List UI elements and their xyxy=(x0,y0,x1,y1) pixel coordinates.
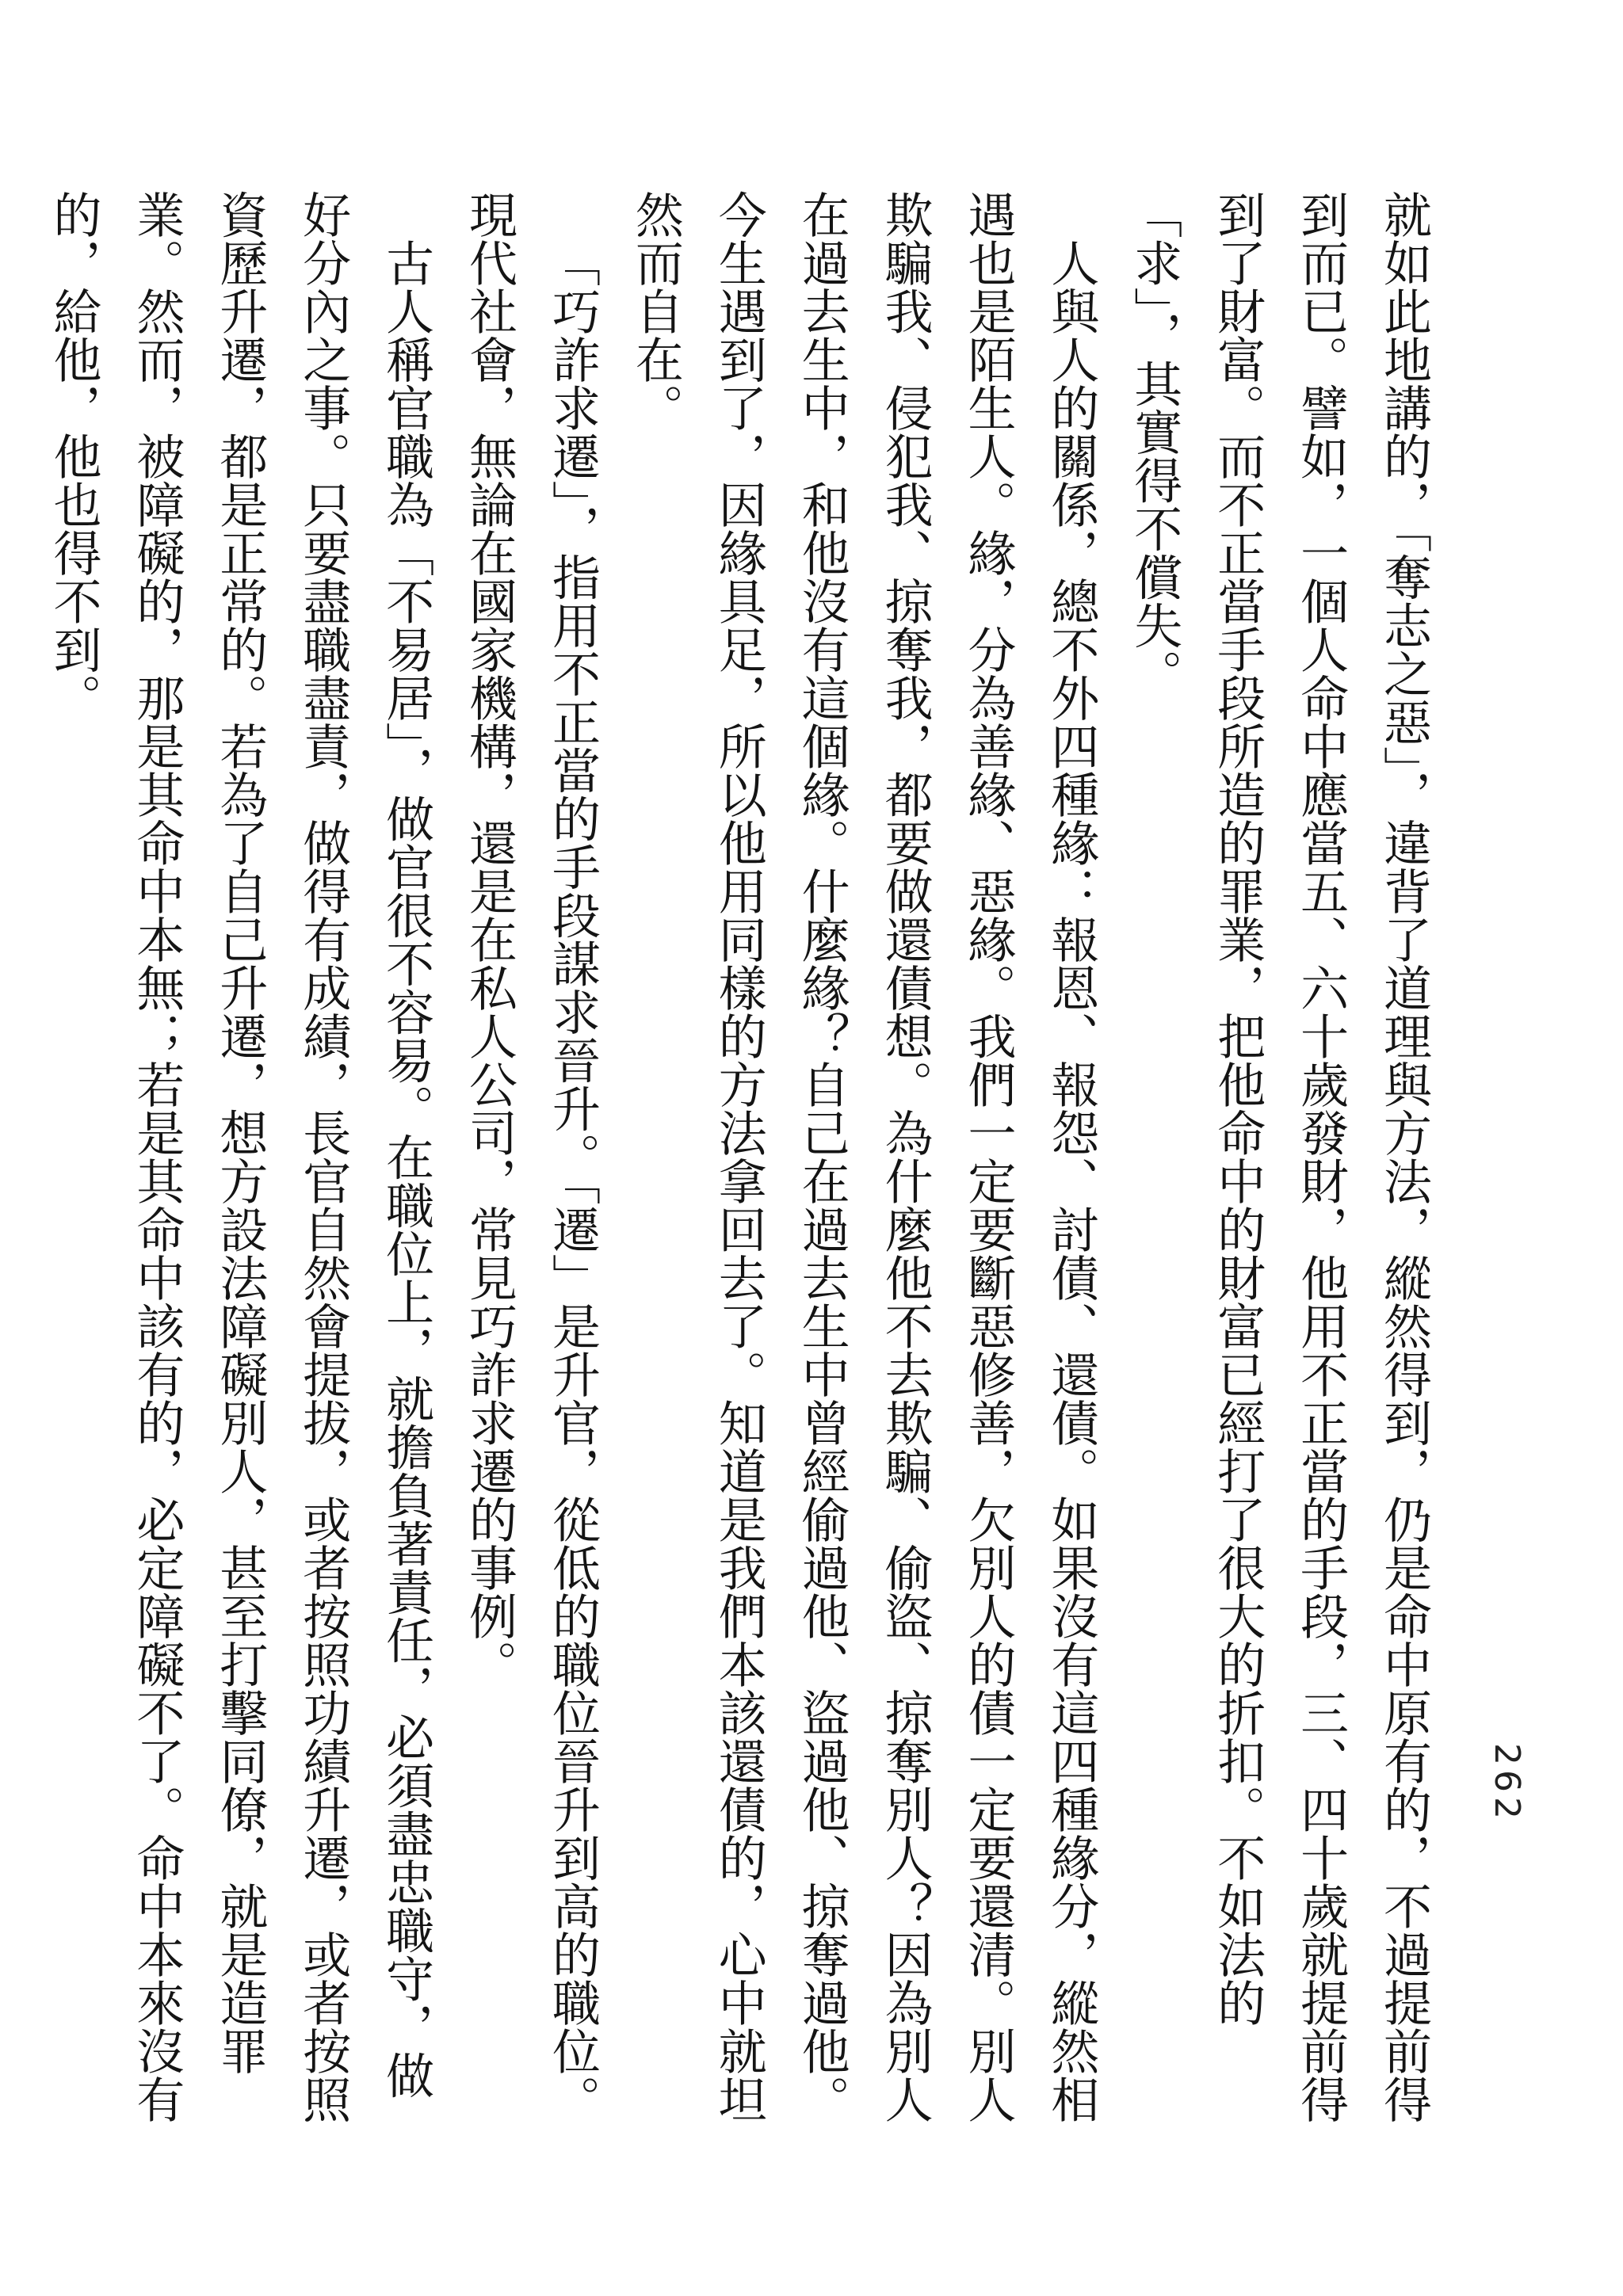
page-number: 262 xyxy=(1487,1743,1527,1824)
paragraph: 「巧詐求遷」，指用不正當的手段謀求晉升。「遷」是升官，從低的職位晉升到高的職位。現代社會，無論在國家機構，還是在私人公司，常見巧詐求遷的事例。 xyxy=(461,190,601,2123)
paragraph: 人與人的關係，總不外四種緣：報恩、報怨、討債、還債。如果沒有這四種緣分，縱然相遇也是陌生人。緣，分為善緣、惡緣。我們一定要斷惡修善，欠別人的債一定要還清。別人欺騙我、侵犯我、掠奪我，都要做還債想。為什麼他不去欺騙、偷盜、掠奪別人？因為別人在過去生中，和他沒有這個緣。什麼緣？自己在過去生中曾經偷過他、盜過他、掠奪過他。今生遇到了，因緣具足，所以他用同樣的方法拿回去了。知道是我們本該還債的，心中就坦然而自在。 xyxy=(627,190,1100,2123)
paragraph: 古人稱官職為「不易居」，做官很不容易。在職位上，就擔負著責任，必須盡忠職守，做好分內之事。只要盡職盡責，做得有成績，長官自然會提拔，或者按照功績升遷，或者按照資歷升遷，都是正常的。若為了自己升遷，想方設法障礙別人，甚至打擊同僚，就是造罪業。然而，被障礙的，那是其命中本無；若是其命中該有的，必定障礙不了。命中本來沒有的，給他，他也得不到。 xyxy=(45,190,435,2123)
paragraph: 就如此地講的，「奪志之惡」，違背了道理與方法，縱然得到，仍是命中原有的，不過提前得到而已。譬如，一個人命中應當五、六十歲發財，他用不正當的手段，三、四十歲就提前得到了財富。而不正當手段所造的罪業，把他命中的財富已經打了很大的折扣。不如法的「求」，其實得不償失。 xyxy=(1126,190,1432,2123)
body-text xyxy=(32,190,1445,2139)
